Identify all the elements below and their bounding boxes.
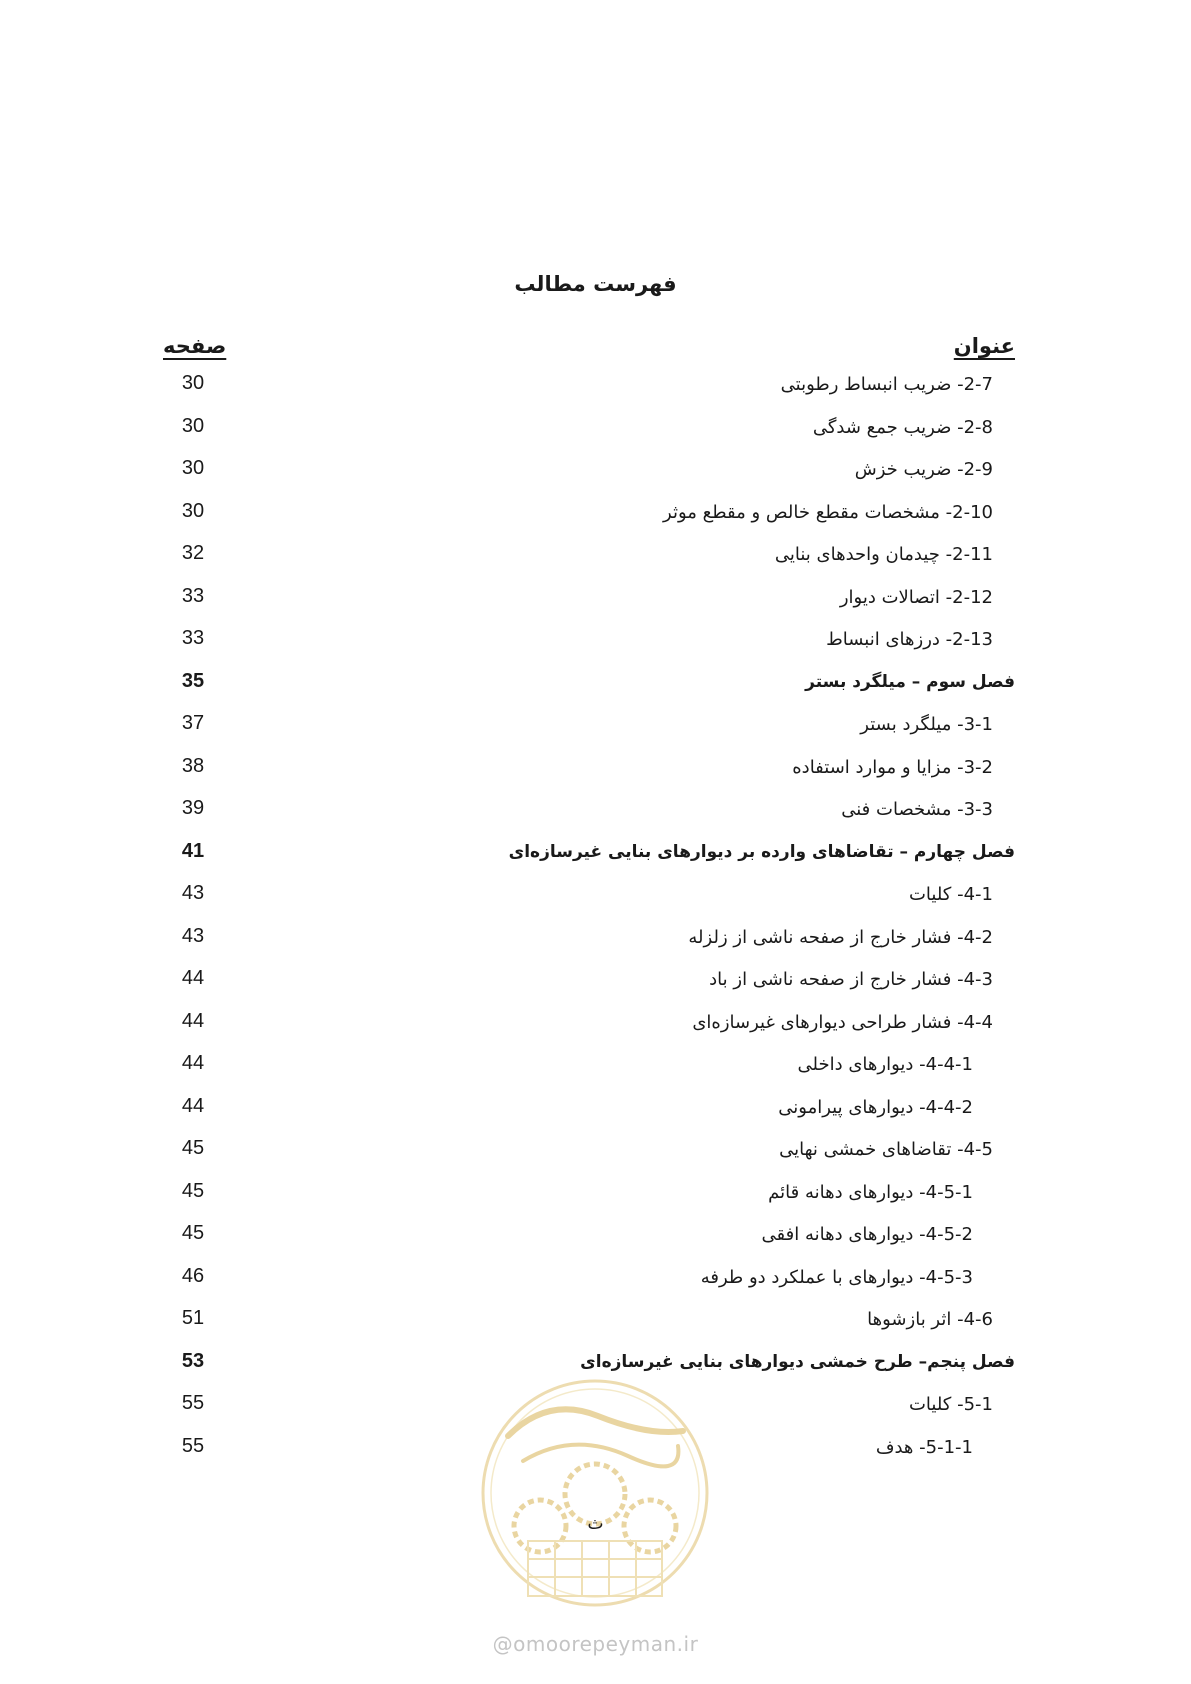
toc-row — [0, 708, 1191, 751]
toc-row — [0, 793, 1191, 836]
toc-entry-title: 4-5-2- دیوارهای دهانه افقی — [761, 1224, 973, 1245]
toc-row — [0, 751, 1191, 794]
toc-row — [0, 1176, 1191, 1219]
toc-entry-page: 35 — [181, 669, 205, 692]
toc-entry-title: فصل سوم – میلگرد بستر — [805, 671, 1015, 692]
toc-row — [0, 1261, 1191, 1304]
toc-entry-title: 2-11- چیدمان واحدهای بنایی — [774, 544, 993, 565]
toc-entry-title: 4-2- فشار خارج از صفحه ناشی از زلزله — [688, 926, 993, 948]
toc-row — [0, 1006, 1191, 1049]
toc-entry-title: 5-1- کلیات — [908, 1394, 993, 1415]
toc-entry-title: 2-8- ضریب جمع شدگی — [812, 416, 993, 438]
toc-entry-title: فصل پنجم– طرح خمشی دیوارهای بنایی غیرسازه‌ای — [580, 1351, 1015, 1372]
toc-entry-page: 37 — [181, 712, 205, 734]
toc-row — [0, 878, 1191, 921]
toc-entry-page: 30 — [181, 414, 205, 437]
toc-entry-page: 45 — [181, 1179, 205, 1202]
toc-entry-title: 4-4-2- دیوارهای پیرامونی — [778, 1096, 973, 1118]
toc-row — [0, 453, 1191, 496]
toc-row — [0, 1048, 1191, 1091]
toc-entry-page: 44 — [181, 967, 205, 989]
toc-entry-page: 44 — [181, 1094, 205, 1117]
toc-entry-title: 4-1- کلیات — [908, 884, 993, 905]
toc-entry-title: 2-10- مشخصات مقطع خالص و مقطع موثر — [663, 501, 993, 523]
toc-row — [0, 963, 1191, 1006]
toc-entry-page: 33 — [181, 627, 205, 649]
page-title: فهرست مطالب — [514, 272, 677, 296]
page-column-heading: صفحه — [163, 334, 227, 358]
toc-row — [0, 1091, 1191, 1134]
watermark-seal-icon — [478, 1376, 712, 1610]
toc-row — [0, 623, 1191, 666]
toc-entry-page: 55 — [181, 1434, 205, 1457]
toc-row — [0, 921, 1191, 964]
toc-entry-title: 2-13- درزهای انبساط — [826, 629, 993, 650]
toc-entry-page: 39 — [181, 797, 205, 819]
toc-entry-title: 3-1- میلگرد بستر — [860, 714, 993, 735]
toc-row — [0, 1303, 1191, 1346]
toc-row — [0, 1218, 1191, 1261]
toc-entry-page: 30 — [181, 372, 205, 394]
watermark-url: @omoorepeyman.ir — [492, 1632, 699, 1656]
table-of-contents — [0, 368, 1191, 1473]
title-column-heading: عنوان — [953, 334, 1015, 358]
toc-entry-page: 44 — [181, 1052, 205, 1074]
toc-entry-title: 2-12- اتصالات دیوار — [839, 586, 993, 608]
toc-row — [0, 368, 1191, 411]
toc-entry-title: 4-6- اثر بازشوها — [867, 1309, 993, 1330]
toc-row — [0, 538, 1191, 581]
toc-entry-title: 5-1-1- هدف — [875, 1436, 973, 1458]
toc-chapter-row — [0, 666, 1191, 709]
toc-entry-page: 30 — [181, 499, 205, 522]
toc-entry-page: 46 — [181, 1264, 205, 1287]
toc-entry-page: 30 — [181, 457, 205, 479]
toc-row — [0, 1133, 1191, 1176]
toc-entry-page: 44 — [181, 1009, 205, 1032]
toc-entry-title: 3-3- مشخصات فنی — [841, 799, 993, 820]
toc-entry-page: 51 — [181, 1307, 205, 1329]
toc-chapter-row — [0, 836, 1191, 879]
toc-entry-title: 4-3- فشار خارج از صفحه ناشی از باد — [709, 969, 993, 990]
toc-entry-title: 4-4-1- دیوارهای داخلی — [797, 1054, 973, 1075]
toc-row — [0, 496, 1191, 539]
toc-row — [0, 581, 1191, 624]
toc-header — [0, 334, 1191, 364]
toc-entry-title: 4-5-3- دیوارهای با عملکرد دو طرفه — [700, 1266, 973, 1288]
toc-entry-page: 53 — [181, 1349, 205, 1372]
toc-entry-page: 38 — [181, 754, 205, 777]
toc-entry-title: 3-2- مزایا و موارد استفاده — [792, 756, 993, 778]
toc-row — [0, 411, 1191, 454]
toc-entry-title: 4-4- فشار طراحی دیوارهای غیرسازه‌ای — [692, 1011, 993, 1033]
toc-entry-page: 43 — [181, 924, 205, 947]
toc-entry-page: 55 — [181, 1392, 205, 1414]
toc-entry-title: 2-7- ضریب انبساط رطوبتی — [780, 374, 993, 395]
toc-entry-title: 2-9- ضریب خزش — [854, 459, 993, 480]
toc-entry-title: فصل چهارم – تقاضاهای وارده بر دیوارهای بنایی غیرسازه‌ای — [508, 841, 1015, 862]
toc-entry-page: 43 — [181, 882, 205, 904]
toc-entry-page: 45 — [181, 1222, 205, 1244]
toc-entry-page: 33 — [181, 584, 205, 607]
toc-entry-page: 32 — [181, 542, 205, 564]
page-letter: ث — [587, 1514, 604, 1534]
toc-entry-title: 4-5- تقاضاهای خمشی نهایی — [779, 1139, 993, 1160]
toc-entry-page: 41 — [181, 839, 205, 862]
toc-entry-page: 45 — [181, 1137, 205, 1159]
toc-entry-title: 4-5-1- دیوارهای دهانه قائم — [768, 1181, 973, 1203]
